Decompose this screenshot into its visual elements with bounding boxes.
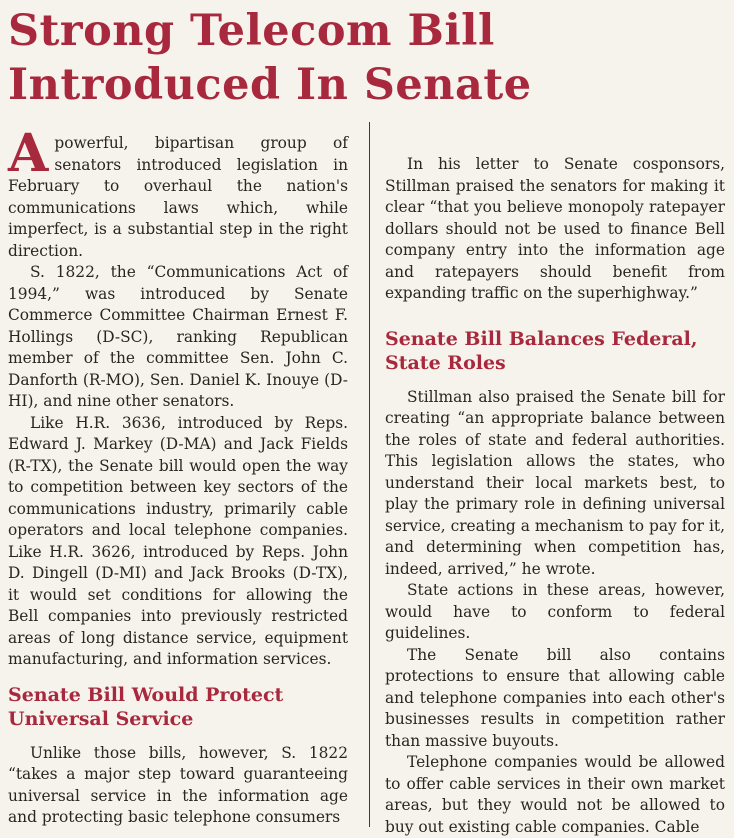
paragraph: Unlike those bills, however, S. 1822 “takes a major step toward guaranteeing universal service in the information age and protecting basic telephone consumers (8, 743, 348, 826)
subhead-federal-state-roles: Senate Bill Balances Federal, State Roles (385, 327, 698, 374)
paragraph: Stillman also praised the Senate bill for creating “an appropriate balance between the roles of state and federal authorities. This legislation allows the states, who understand their local markets best, to play the primary role in defining universal service, creating a mechanism to pay for it, and determining when competition has, indeed, arrived,” he wrote. (385, 387, 725, 578)
article-headline (8, 4, 728, 112)
left-column (8, 123, 348, 829)
headline-line-2: Introduced In Senate (8, 60, 532, 110)
paragraph: Telephone companies would be allowed to offer cable services in their own market areas, but they would not be allowed to buy out existing cable companies. Cable (385, 753, 725, 836)
subhead-universal-service: Senate Bill Would Protect Universal Service (8, 683, 284, 730)
headline-line-1: Strong Telecom Bill (8, 6, 495, 56)
column-divider (369, 122, 370, 827)
right-column (385, 154, 725, 838)
paragraph-text: powerful, bipartisan group of senators introduced legislation in February to overhaul the nation's communications laws which, while imperfect, is a substantial step in the right direction. (8, 134, 348, 260)
paragraph: S. 1822, the “Communications Act of 1994,” was introduced by Senate Commerce Committee Chairman Ernest F. Hollings (D-SC), ranking Republican member of the committee Sen. John C. Danforth (R-MO), Sen. Daniel K. Inouye (D-HI), and nine other senators. (8, 263, 348, 410)
paragraph (8, 123, 348, 262)
paragraph: Like H.R. 3636, introduced by Reps. Edward J. Markey (D-MA) and Jack Fields (R-TX), the Senate bill would open the way to competition between key sectors of the communications industry, primarily cable operators and local telephone companies. Like H.R. 3626, introduced by Reps. John D. Dingell (D-MI) and Jack Brooks (D-TX), it would set conditions for allowing the Bell companies into previously restricted areas of long distance service, equipment manufacturing, and information services. (8, 413, 348, 668)
paragraph: The Senate bill also contains protections to ensure that allowing cable and telephone companies into each other's businesses results in competition rather than massive buyouts. (385, 645, 725, 750)
paragraph: State actions in these areas, however, would have to conform to federal guidelines. (385, 581, 725, 642)
paragraph: In his letter to Senate cosponsors, Stillman praised the senators for making it clear “that you believe monopoly ratepayer dollars should not be used to finance Bell company entry into the information age and ratepayers should benefit from expanding traffic on the superhighway.” (385, 155, 725, 302)
drop-cap: A (8, 123, 49, 184)
